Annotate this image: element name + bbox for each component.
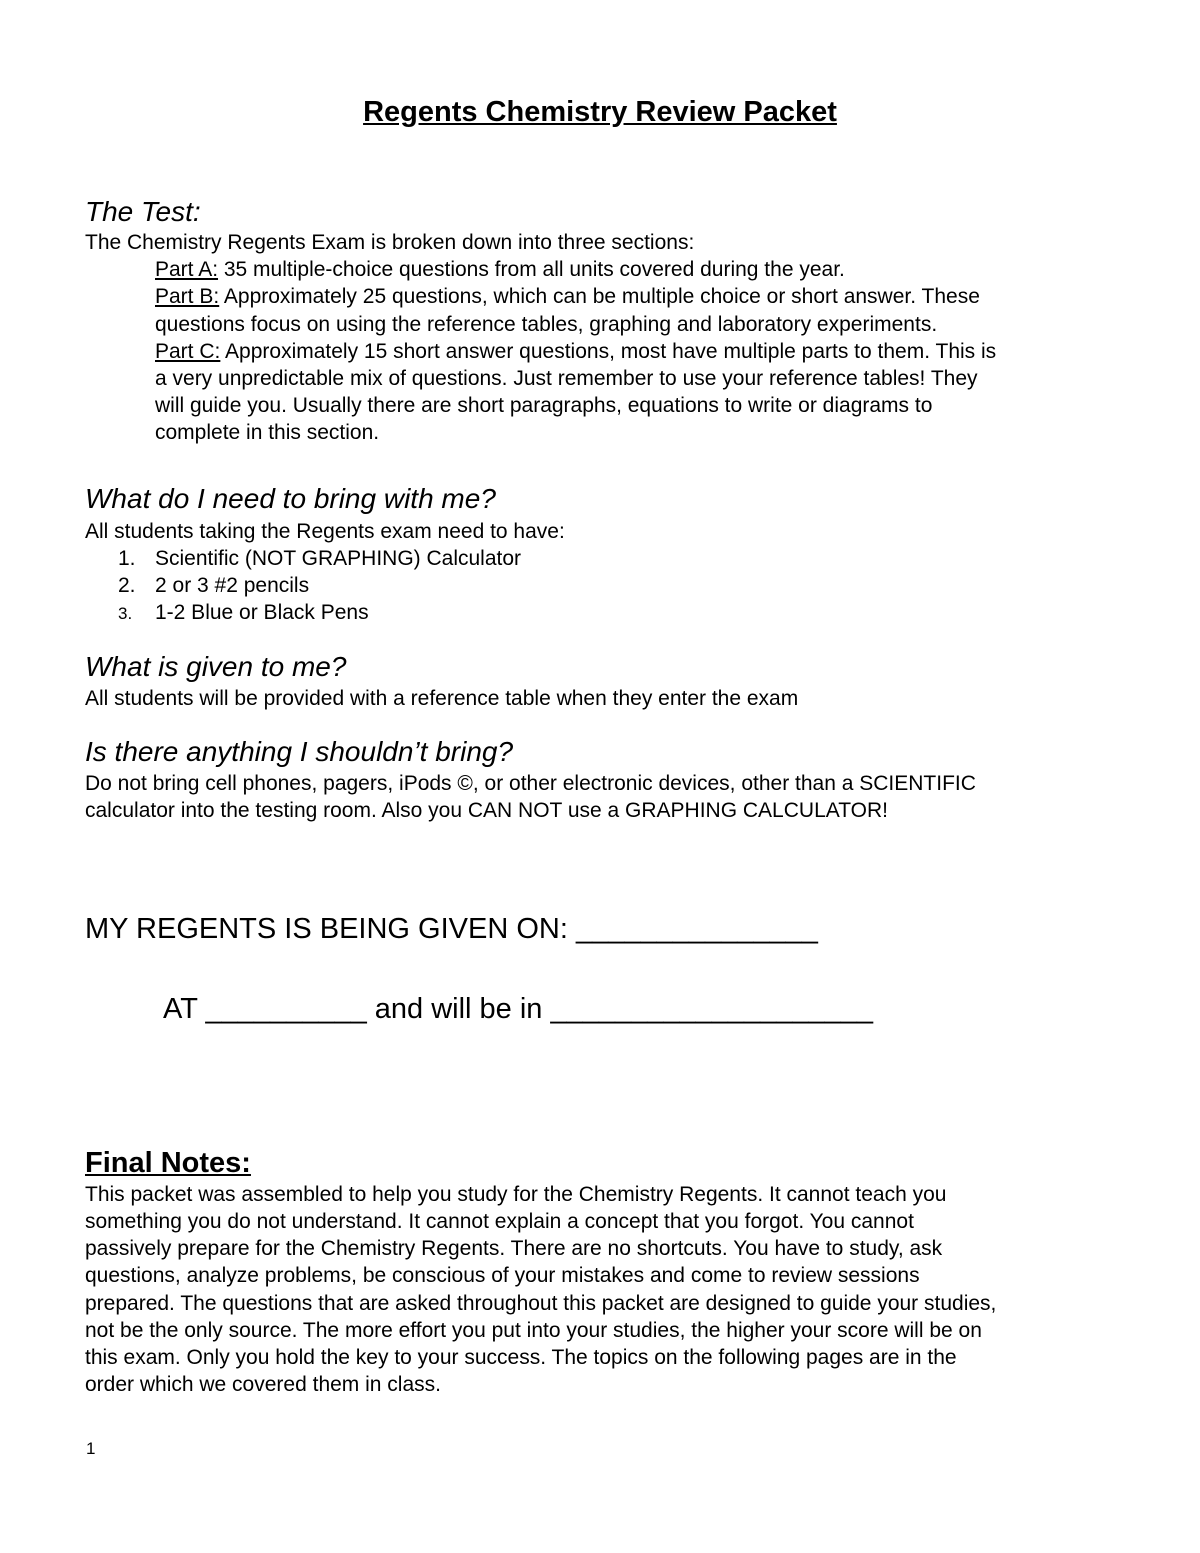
final-notes-line: order which we covered them in class. <box>85 1373 441 1396</box>
given-heading: What is given to me? <box>85 651 347 682</box>
part-c-line-3: will guide you. Usually there are short paragraphs, equations to write or diagrams to <box>155 394 933 417</box>
part-b-line-1 <box>155 283 980 310</box>
part-c-line-4: complete in this section. <box>155 421 380 444</box>
list-item-number: 2. <box>118 574 136 597</box>
not-bring-line-2: calculator into the testing room. Also you CAN NOT use a GRAPHING CALCULATOR! <box>85 799 888 822</box>
list-item-text: Scientific (NOT GRAPHING) Calculator <box>155 547 522 570</box>
regents-time-location-line: AT __________ and will be in ____________________ <box>163 993 874 1025</box>
part-b-label: Part B: <box>155 285 220 308</box>
list-item <box>118 572 309 599</box>
list-item-text: 1-2 Blue or Black Pens <box>155 601 369 624</box>
part-c-text-1: Approximately 15 short answer questions, most have multiple parts to them. This is <box>220 340 997 363</box>
regents-date-line: MY REGENTS IS BEING GIVEN ON: _______________ <box>85 913 818 945</box>
final-notes-line: this exam. Only you hold the key to your success. The topics on the following pages are in the <box>85 1346 957 1369</box>
part-a-label: Part A: <box>155 258 219 281</box>
list-item <box>118 599 369 627</box>
final-notes-line: something you do not understand. It cannot explain a concept that you forgot. You cannot <box>85 1210 914 1233</box>
list-item-number: 1. <box>118 547 136 570</box>
bring-intro: All students taking the Regents exam need to have: <box>85 520 565 543</box>
part-a-line <box>155 256 845 283</box>
final-notes-line: not be the only source. The more effort you put into your studies, the higher your score will be on <box>85 1319 982 1342</box>
part-c-line-2: a very unpredictable mix of questions. Just remember to use your reference tables! They <box>155 367 978 390</box>
test-intro: The Chemistry Regents Exam is broken down into three sections: <box>85 231 695 254</box>
final-notes-line: prepared. The questions that are asked throughout this packet are designed to guide your studies, <box>85 1292 997 1315</box>
test-heading: The Test: <box>85 196 201 227</box>
page-title: Regents Chemistry Review Packet <box>363 96 837 128</box>
final-notes-line: passively prepare for the Chemistry Regents. There are no shortcuts. You have to study, ask <box>85 1237 943 1260</box>
not-bring-line-1: Do not bring cell phones, pagers, iPods ©, or other electronic devices, other than a SCIENTIFIC <box>85 772 976 795</box>
part-b-text-1: Approximately 25 questions, which can be multiple choice or short answer. These <box>219 285 980 308</box>
not-bring-heading: Is there anything I shouldn’t bring? <box>85 736 514 767</box>
bring-heading: What do I need to bring with me? <box>85 483 496 514</box>
part-c-label: Part C: <box>155 340 221 363</box>
part-b-line-2: questions focus on using the reference tables, graphing and laboratory experiments. <box>155 313 938 336</box>
list-item <box>118 545 521 572</box>
part-c-line-1 <box>155 338 996 365</box>
part-a-text: 35 multiple-choice questions from all units covered during the year. <box>218 258 845 281</box>
page-number: 1 <box>86 1439 96 1458</box>
final-notes-line: This packet was assembled to help you study for the Chemistry Regents. It cannot teach you <box>85 1183 947 1206</box>
final-notes-line: questions, analyze problems, be conscious of your mistakes and come to review sessions <box>85 1264 920 1287</box>
list-item-number: 3. <box>118 604 133 623</box>
list-item-text: 2 or 3 #2 pencils <box>155 574 310 597</box>
given-text: All students will be provided with a reference table when they enter the exam <box>85 687 799 710</box>
final-notes-heading: Final Notes: <box>85 1147 251 1179</box>
